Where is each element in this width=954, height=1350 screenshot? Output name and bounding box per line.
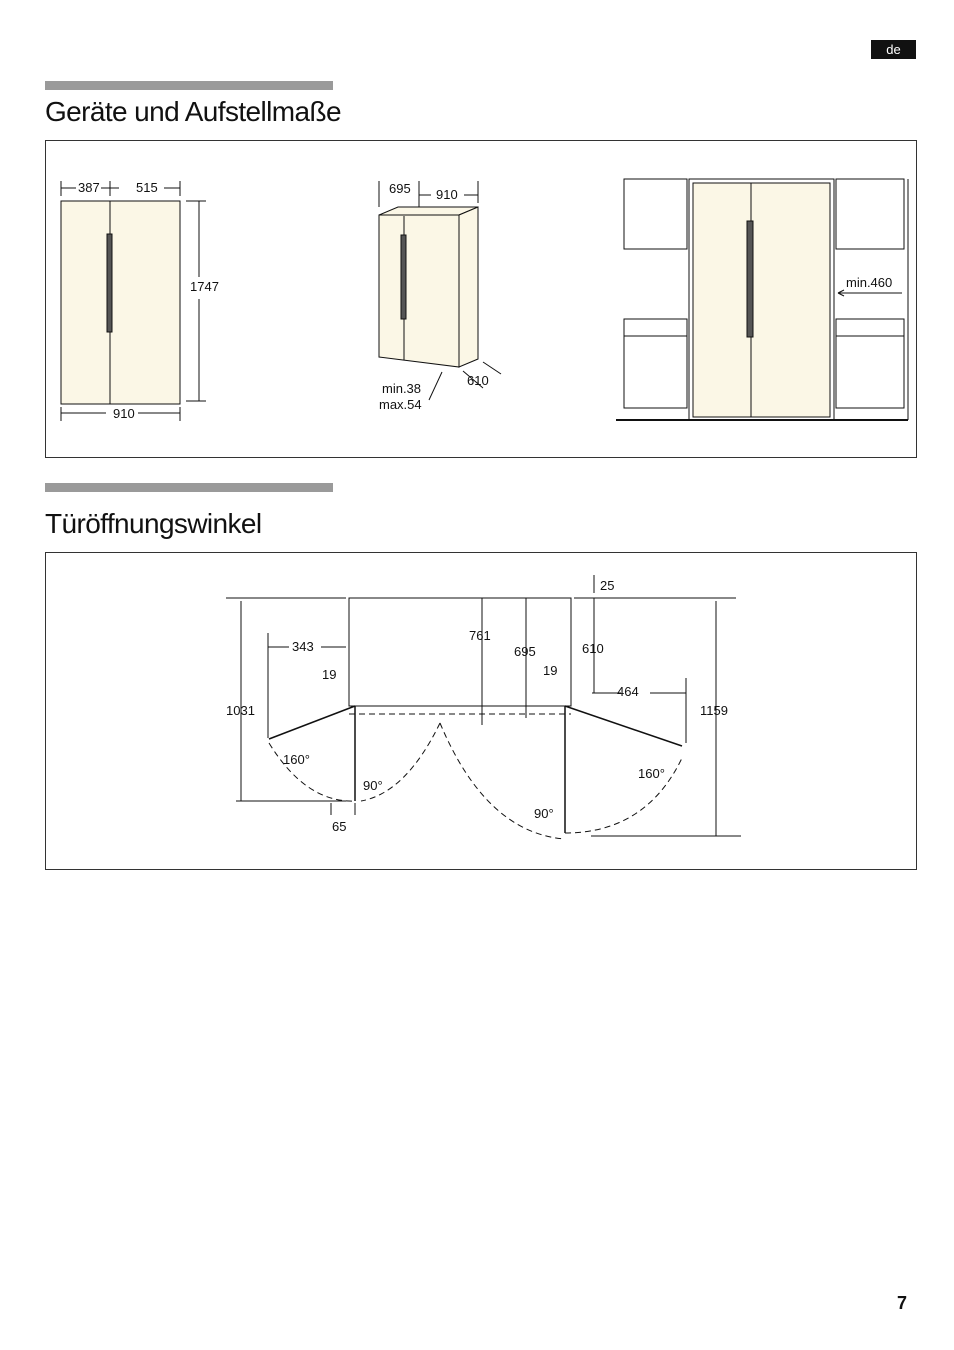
dim-761: 761 xyxy=(469,628,491,643)
dim-1159: 1159 xyxy=(700,703,728,718)
door-angle-figure xyxy=(45,552,917,870)
iso-front xyxy=(379,215,459,367)
angle-90-left: 90° xyxy=(363,778,383,793)
dim-niche-min460: min.460 xyxy=(846,275,893,290)
dim-343: 343 xyxy=(292,639,314,654)
left-door-open-160 xyxy=(269,706,355,739)
niche-fridge xyxy=(693,183,830,417)
dim-1031: 1031 xyxy=(226,703,255,718)
base-cabinet-left xyxy=(624,336,687,408)
drawer-left xyxy=(624,319,687,336)
dim-iso-695: 695 xyxy=(389,181,411,196)
fridge-handles xyxy=(107,234,112,332)
drawer-right xyxy=(836,319,904,336)
dim-iso-min38: min.38 xyxy=(382,381,422,396)
dim-front-515: 515 xyxy=(136,180,158,195)
dim-19-right: 19 xyxy=(543,663,558,678)
dim-front-910: 910 xyxy=(113,406,135,421)
dim-464: 464 xyxy=(617,684,639,699)
right-door-open-160 xyxy=(565,706,682,746)
door-angle-drawing xyxy=(46,553,918,871)
dim-front-1747: 1747 xyxy=(190,279,219,294)
language-badge: de xyxy=(871,40,916,59)
angle-160-right: 160° xyxy=(638,766,665,781)
wall-cabinet-left xyxy=(624,179,687,249)
section-title-door-angle: Türöffnungswinkel xyxy=(45,508,262,539)
dim-65: 65 xyxy=(332,819,347,834)
section-divider-bar xyxy=(45,81,333,90)
dim-front-387: 387 xyxy=(78,180,100,195)
iso-side xyxy=(459,207,478,367)
angle-160-left: 160° xyxy=(283,752,310,767)
dimensions-drawing xyxy=(46,141,918,459)
fridge-front-body xyxy=(61,201,180,404)
dim-iso-max54: max.54 xyxy=(379,397,422,412)
page-number: 7 xyxy=(896,1293,907,1313)
angle-90-center: 90° xyxy=(534,806,554,821)
base-cabinet-right xyxy=(836,336,904,408)
fridge-top-view xyxy=(349,598,571,706)
dim-iso-610: 610 xyxy=(467,373,489,388)
section-divider-bar xyxy=(45,483,333,492)
dim-iso-910: 910 xyxy=(436,187,458,202)
dim-19-left: 19 xyxy=(322,667,337,682)
dim-610: 610 xyxy=(582,641,604,656)
dimensions-figure xyxy=(45,140,917,458)
section-title-dimensions: Geräte und Aufstellmaße xyxy=(45,96,341,127)
dim-695: 695 xyxy=(514,644,536,659)
wall-cabinet-right xyxy=(836,179,904,249)
dim-25: 25 xyxy=(600,578,615,593)
